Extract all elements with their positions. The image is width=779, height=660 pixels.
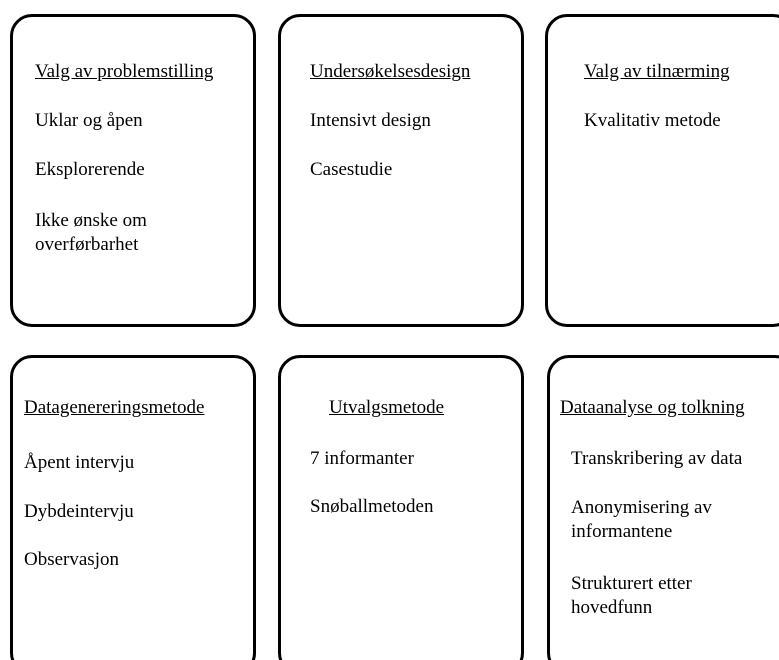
box-title-dataanalyse: Dataanalyse og tolkning [560, 397, 745, 418]
box-item: Intensivt design [310, 110, 431, 131]
box-title-problemstilling: Valg av problemstilling [35, 61, 214, 82]
box-item: Eksplorerende [35, 159, 145, 180]
box-item: Dybdeintervju [24, 501, 134, 522]
box-item: Strukturert etter hovedfunn [571, 573, 692, 618]
box-title-datagenerering: Datagenereringsmetode [24, 397, 205, 418]
box-item: Anonymisering av informantene [571, 497, 712, 542]
box-item: Snøballmetoden [310, 496, 434, 517]
box-item: Transkribering av data [571, 448, 743, 469]
box-item: Uklar og åpen [35, 110, 143, 131]
box-title-utvalgsmetode: Utvalgsmetode [329, 397, 445, 418]
box-title-tilnaerming: Valg av tilnærming [584, 61, 730, 82]
box-item: Ikke ønske om overførbarhet [35, 210, 147, 255]
box-item: Åpent intervju [24, 452, 135, 473]
box-item: Casestudie [310, 159, 393, 180]
box-item: 7 informanter [310, 448, 414, 469]
box-item: Kvalitativ metode [584, 110, 721, 131]
box-title-undersokelsesdesign: Undersøkelsesdesign [310, 61, 471, 82]
box-item: Observasjon [24, 549, 119, 570]
